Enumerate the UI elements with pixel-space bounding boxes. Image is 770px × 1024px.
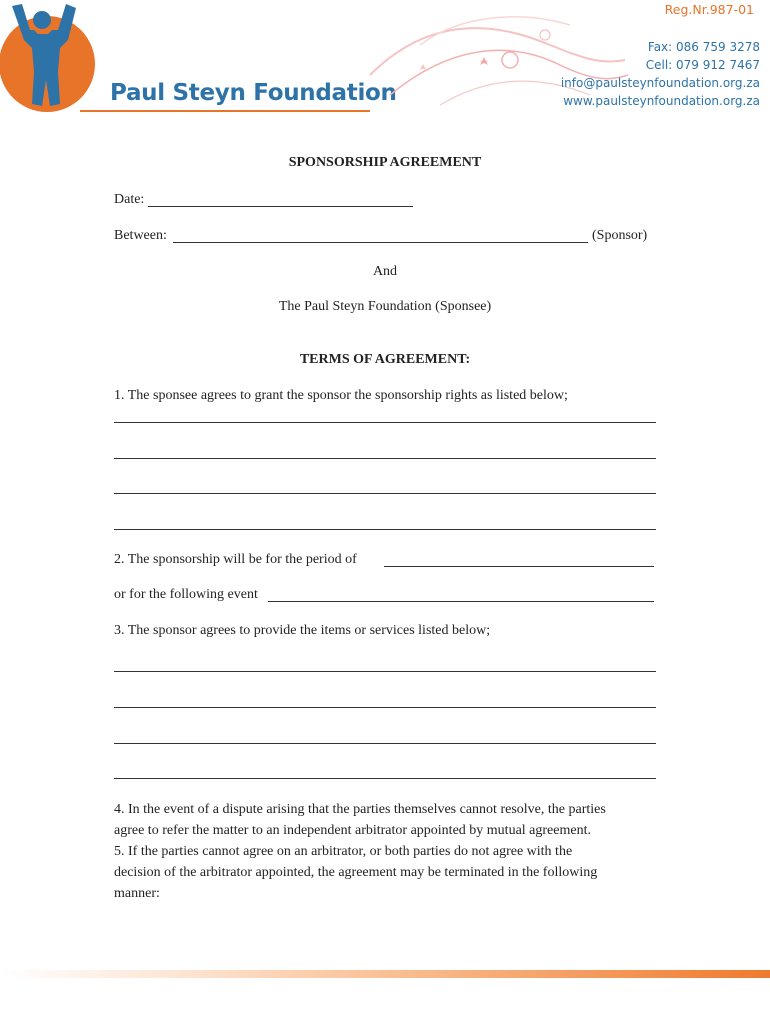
rights-line-1[interactable] xyxy=(114,422,656,423)
sponsor-field-line[interactable] xyxy=(173,242,588,243)
date-field-line[interactable] xyxy=(148,206,413,207)
foundation-logo-icon xyxy=(0,0,110,120)
items-line-3[interactable] xyxy=(114,743,656,744)
items-line-4[interactable] xyxy=(114,778,656,779)
fax-number: Fax: 086 759 3278 xyxy=(647,40,760,54)
and-text: And xyxy=(372,264,398,279)
sponsor-suffix: (Sponsor) xyxy=(592,228,648,243)
clause-5-line-2: decision of the arbitrator appointed, the agreement may be terminated in the following xyxy=(114,865,598,880)
sponsee-line: The Paul Steyn Foundation (Sponsee) xyxy=(278,299,492,314)
date-label: Date: xyxy=(114,192,145,207)
rights-line-4[interactable] xyxy=(114,529,656,530)
clause-4-line-2: agree to refer the matter to an independent arbitrator appointed by mutual agreement. xyxy=(114,823,591,838)
clauses-4-5 xyxy=(114,799,674,904)
period-field-line[interactable] xyxy=(384,566,654,567)
organization-name: Paul Steyn Foundation xyxy=(110,80,397,106)
registration-number: Reg.Nr.987-01 xyxy=(664,2,754,17)
clause-2-event: or for the following event xyxy=(114,587,258,602)
event-field-line[interactable] xyxy=(268,601,654,602)
items-line-2[interactable] xyxy=(114,707,656,708)
contact-block xyxy=(561,38,760,110)
between-label: Between: xyxy=(114,228,167,243)
clause-3: 3. The sponsor agrees to provide the items or services listed below; xyxy=(114,623,491,638)
terms-heading: TERMS OF AGREEMENT: xyxy=(299,352,471,367)
rights-line-3[interactable] xyxy=(114,493,656,494)
email-address: info@paulsteynfoundation.org.za xyxy=(560,76,760,90)
rights-line-2[interactable] xyxy=(114,458,656,459)
header-rule xyxy=(80,110,370,112)
document-title: SPONSORSHIP AGREEMENT xyxy=(288,155,482,170)
cell-number: Cell: 079 912 7467 xyxy=(645,58,760,72)
clause-1: 1. The sponsee agrees to grant the sponsor the sponsorship rights as listed below; xyxy=(114,388,568,403)
clause-5-line-3: manner: xyxy=(114,886,160,901)
footer-bar xyxy=(0,970,770,978)
clause-2: 2. The sponsorship will be for the period of xyxy=(114,552,357,567)
clause-5-line-1: 5. If the parties cannot agree on an arbitrator, or both parties do not agree with the xyxy=(114,844,573,859)
clause-4-line-1: 4. In the event of a dispute arising that the parties themselves cannot resolve, the parties xyxy=(114,802,606,817)
website-address: www.paulsteynfoundation.org.za xyxy=(563,94,760,108)
items-line-1[interactable] xyxy=(114,671,656,672)
